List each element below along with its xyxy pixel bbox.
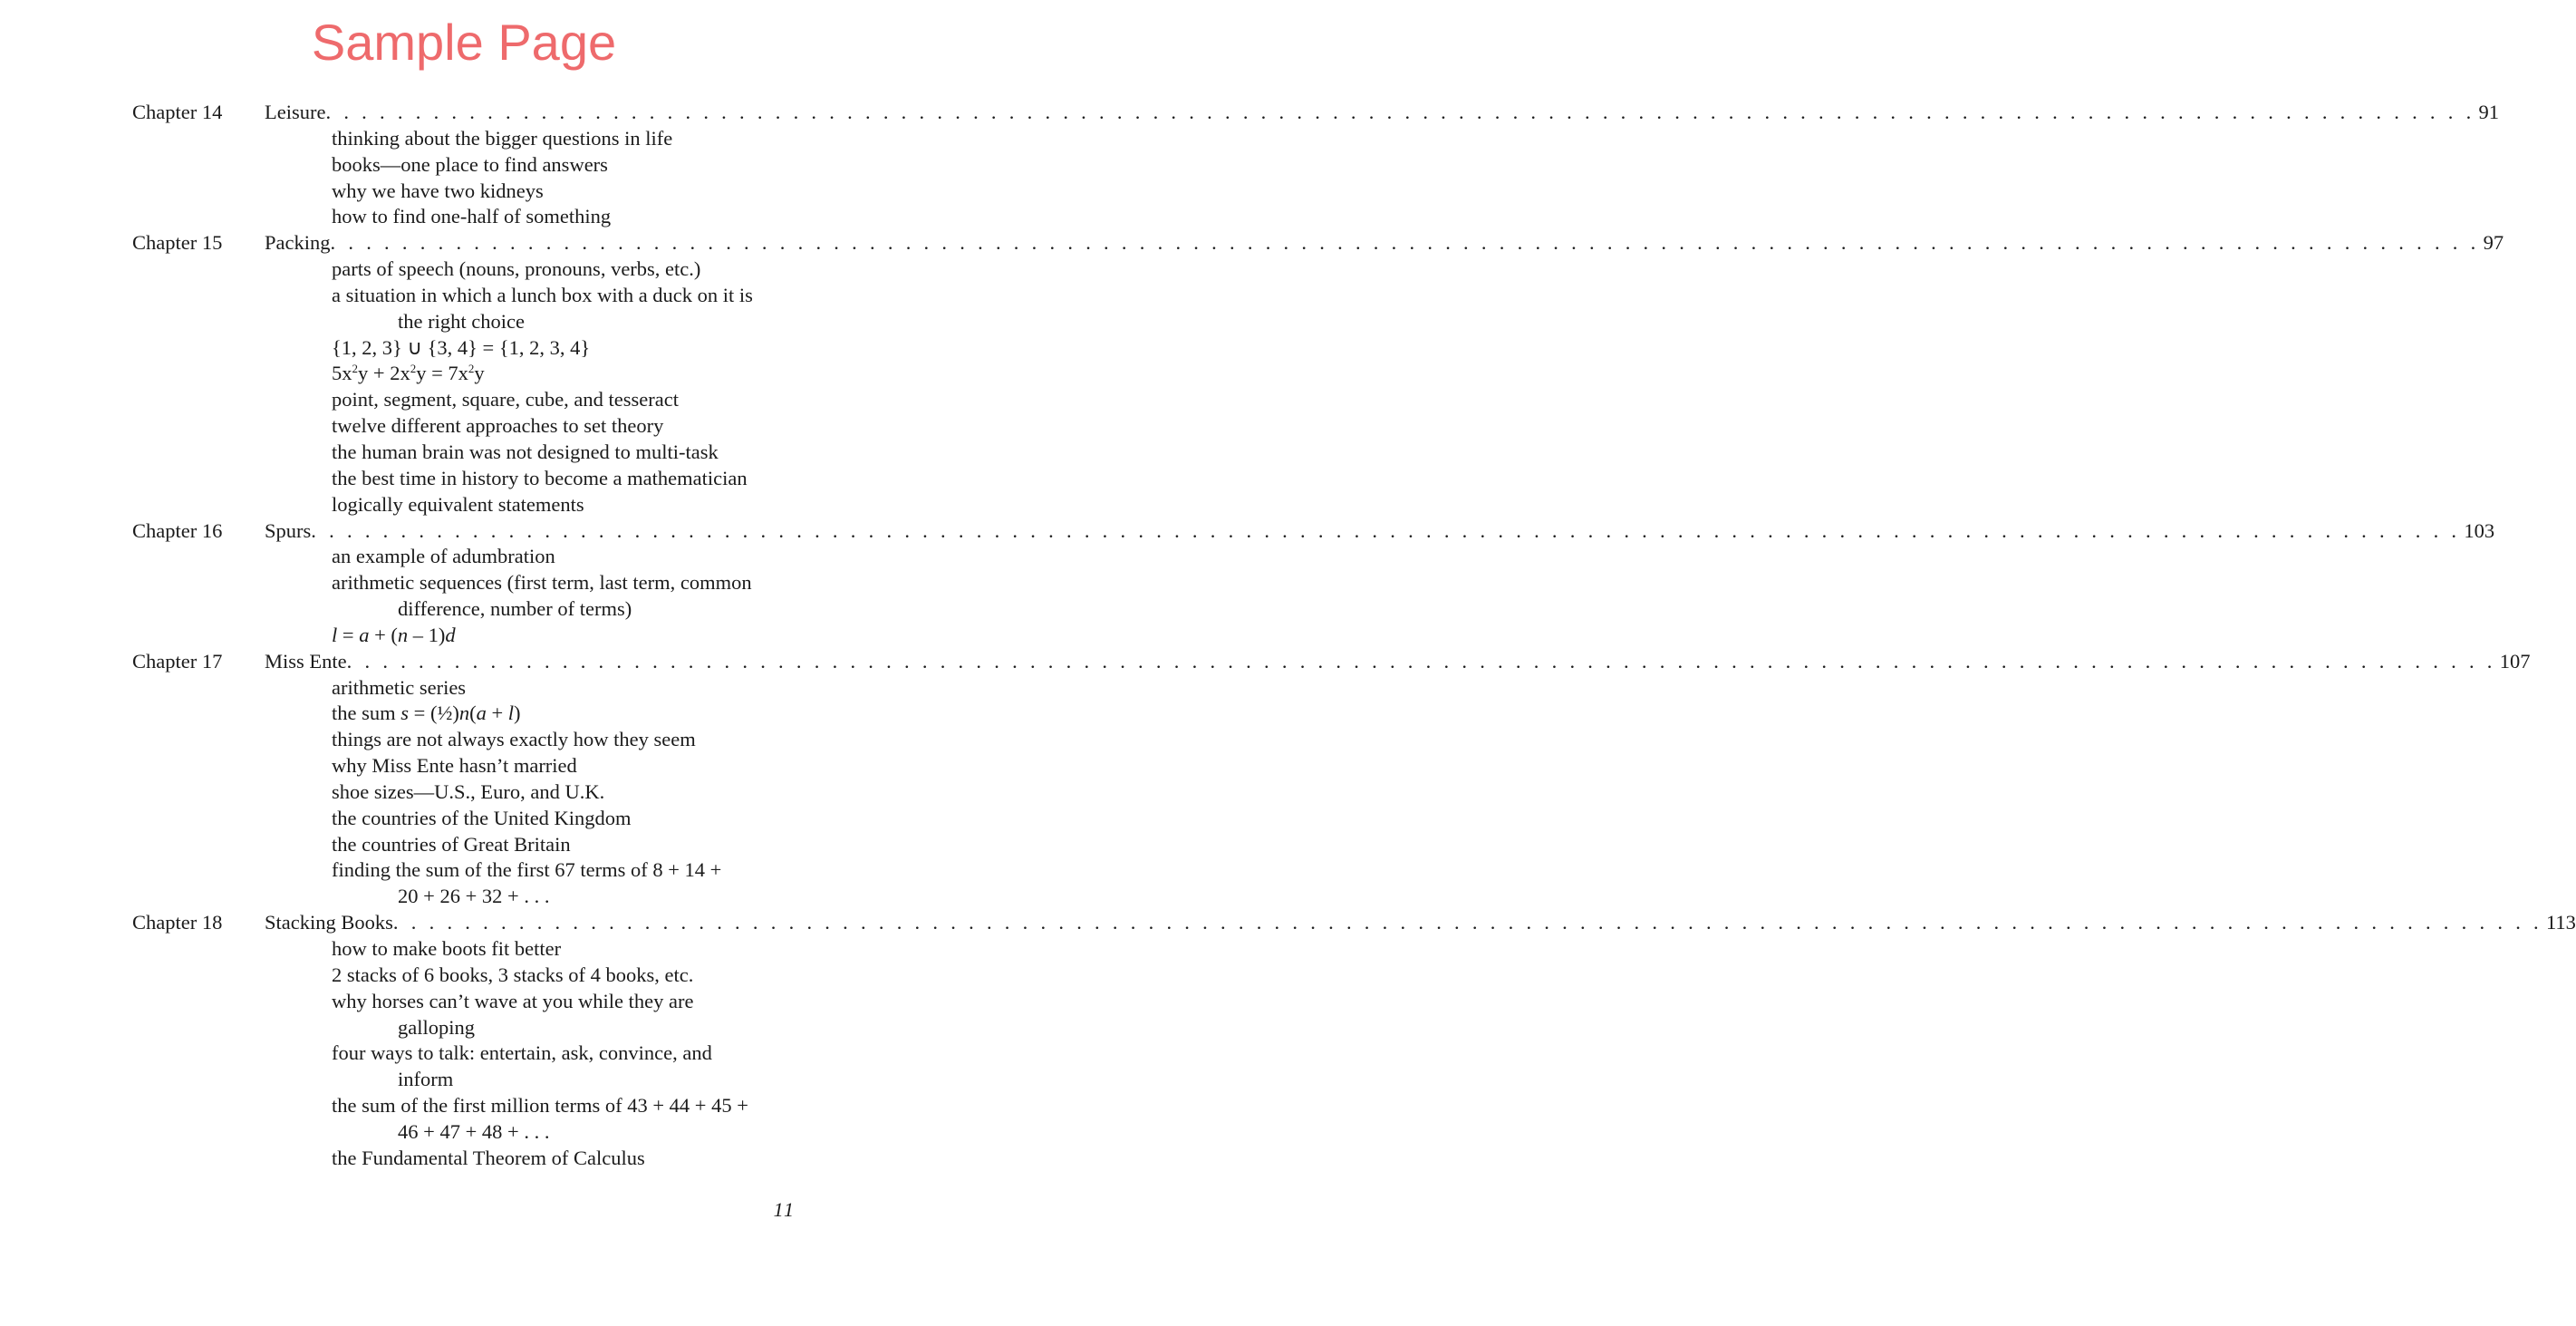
topic-item: parts of speech (nouns, pronouns, verbs, etc.) xyxy=(332,257,701,281)
table-of-contents xyxy=(132,100,2576,1172)
topic-item: point, segment, square, cube, and tesseract xyxy=(332,388,679,411)
topic-item: an example of adumbration xyxy=(332,545,555,568)
chapter-page-number: 107 xyxy=(2499,649,2531,673)
topic-item: the sum s = (½)n(a + l) xyxy=(332,702,521,725)
toc-chapter-entry xyxy=(132,649,2531,910)
chapter-page-number: 103 xyxy=(2464,518,2495,542)
dot-leader: . . . . . . . . . . . . . . . . . . . . . . . . . . . . . . . . . . . . . . . . . . . . . . . . . . . . . . . . . . . . . . . . . . . . . . . . . . . . . . . . . . . . . . . . . . . . . . . . . . . . . . . . . . . . . . . . . . . . . . . . xyxy=(330,231,2480,255)
topic-item: how to find one-half of something xyxy=(332,205,612,228)
chapter-number: Chapter 16 xyxy=(132,518,223,542)
topic-item: why horses can’t wave at you while they are xyxy=(332,989,694,1012)
chapter-number: Chapter 14 xyxy=(132,101,223,123)
chapter-number: Chapter 18 xyxy=(132,911,223,934)
topic-continuation: 20 + 26 + 32 + . . . xyxy=(398,885,550,908)
topic-continuation: inform xyxy=(398,1068,454,1091)
topic-item: four ways to talk: entertain, ask, convince, and xyxy=(332,1041,712,1065)
dot-leader: . . . . . . . . . . . . . . . . . . . . . . . . . . . . . . . . . . . . . . . . . . . . . . . . . . . . . . . . . . . . . . . . . . . . . . . . . . . . . . . . . . . . . . . . . . . . . . . . . . . . . . . . . . . . . . . . . . . . . . . . xyxy=(311,518,2461,542)
topic-continuation: galloping xyxy=(398,1015,475,1039)
chapter-number: Chapter 15 xyxy=(132,231,223,255)
chapter-page-number: 97 xyxy=(2483,231,2504,255)
chapter-title: Miss Ente xyxy=(265,649,347,673)
chapter-title: Stacking Books xyxy=(265,911,393,934)
topic-item: the Fundamental Theorem of Calculus xyxy=(332,1146,645,1169)
topic-item: the countries of the United Kingdom xyxy=(332,806,632,829)
sample-page-watermark: Sample Page xyxy=(311,14,617,71)
topic-item: the best time in history to become a mathematician xyxy=(332,466,748,489)
topic-item: {1, 2, 3} ∪ {3, 4} = {1, 2, 3, 4} xyxy=(332,335,591,359)
topic-item: twelve different approaches to set theory xyxy=(332,414,664,438)
topic-continuation: difference, number of terms) xyxy=(398,597,632,621)
page-number: 11 xyxy=(773,1198,796,1221)
chapter-title: Packing xyxy=(265,231,331,255)
topic-item: the human brain was not designed to multi-task xyxy=(332,440,719,463)
topic-item: books—one place to find answers xyxy=(332,152,608,176)
topic-item: finding the sum of the first 67 terms of 8 + 14 + xyxy=(332,858,722,882)
topic-continuation: 46 + 47 + 48 + . . . xyxy=(398,1119,550,1143)
topic-item: logically equivalent statements xyxy=(332,492,584,516)
topic-item: $5x^2y + 2x^2y = 7x^2y$ xyxy=(332,362,485,385)
toc-chapter-entry xyxy=(132,910,2576,1171)
topic-item: shoe sizes—U.S., Euro, and U.K. xyxy=(332,779,605,803)
topic-item: 2 stacks of 6 books, 3 stacks of 4 books, etc. xyxy=(332,963,694,986)
topic-item: arithmetic sequences (first term, last term, common xyxy=(332,571,752,595)
topic-item: a situation in which a lunch box with a duck on it is xyxy=(332,283,753,306)
topic-item: the sum of the first million terms of 43 + 44 + 45 + xyxy=(332,1094,748,1118)
chapter-heading-row xyxy=(132,649,2531,675)
topic-item: things are not always exactly how they seem xyxy=(332,728,696,751)
dot-leader: . . . . . . . . . . . . . . . . . . . . . . . . . . . . . . . . . . . . . . . . . . . . . . . . . . . . . . . . . . . . . . . . . . . . . . . . . . . . . . . . . . . . . . . . . . . . . . . . . . . . . . . . . . . . . . . . . . . . . . . . xyxy=(392,911,2542,934)
toc-chapter-entry xyxy=(132,518,2495,649)
topic-item: arithmetic series xyxy=(332,675,467,699)
dot-leader: . . . . . . . . . . . . . . . . . . . . . . . . . . . . . . . . . . . . . . . . . . . . . . . . . . . . . . . . . . . . . . . . . . . . . . . . . . . . . . . . . . . . . . . . . . . . . . . . . . . . . . . . . . . . . . . . . . . . . . . . xyxy=(346,649,2496,673)
chapter-heading-row xyxy=(132,518,2495,545)
topic-item: why we have two kidneys xyxy=(332,179,544,202)
chapter-number: Chapter 17 xyxy=(132,649,223,673)
topic-item: the countries of Great Britain xyxy=(332,832,571,856)
chapter-heading-row xyxy=(132,100,2500,126)
dot-leader: . . . . . . . . . . . . . . . . . . . . . . . . . . . . . . . . . . . . . . . . . . . . . . . . . . . . . . . . . . . . . . . . . . . . . . . . . . . . . . . . . . . . . . . . . . . . . . . . . . . . . . . . . . . . . . . . . . . . . . . . xyxy=(325,101,2475,123)
chapter-page-number: 91 xyxy=(2478,101,2500,123)
topic-item: l = a + (n – 1)d xyxy=(332,623,456,646)
toc-chapter-entry xyxy=(132,100,2500,230)
topic-continuation: the right choice xyxy=(398,309,525,333)
chapter-heading-row xyxy=(132,910,2576,936)
chapter-page-number: 113 xyxy=(2545,911,2576,934)
topic-item: why Miss Ente hasn’t married xyxy=(332,754,577,778)
chapter-title: Leisure xyxy=(265,101,326,123)
topic-item: how to make boots fit better xyxy=(332,937,562,960)
chapter-heading-row xyxy=(132,230,2504,256)
toc-chapter-entry xyxy=(132,230,2504,518)
topic-item: thinking about the bigger questions in life xyxy=(332,126,673,150)
chapter-title: Spurs xyxy=(265,518,312,542)
